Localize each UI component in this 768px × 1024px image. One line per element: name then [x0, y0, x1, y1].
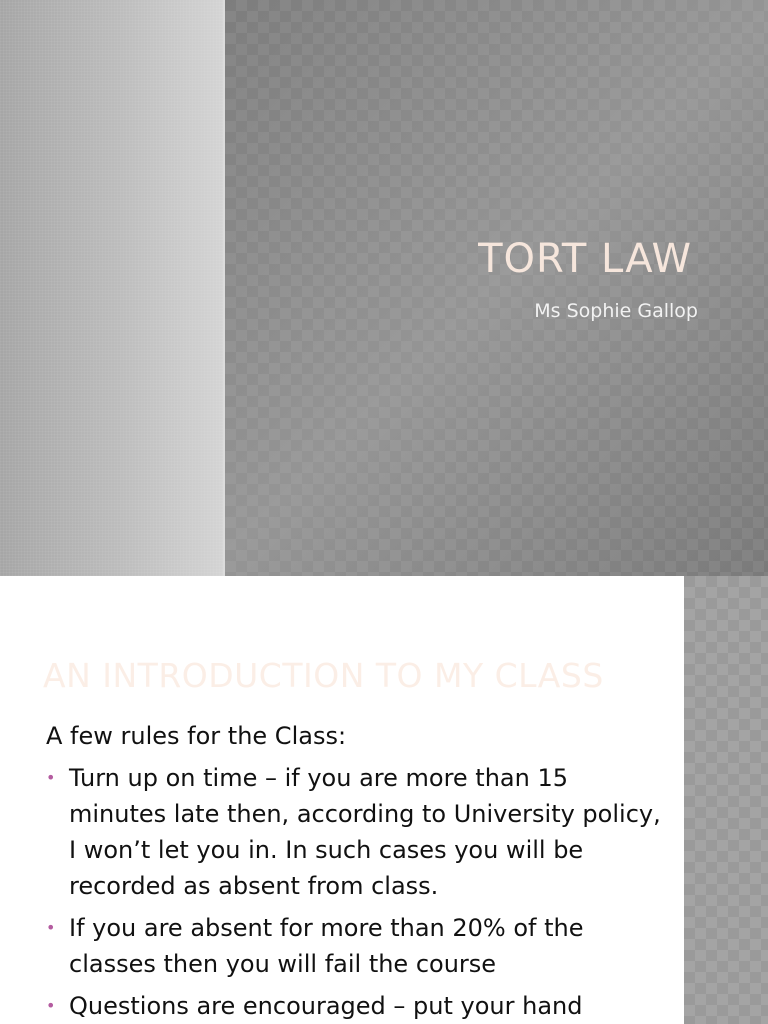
slide-subtitle: Ms Sophie Gallop [534, 300, 698, 322]
bullet-icon: • [46, 918, 56, 937]
bullet-icon: • [46, 768, 56, 787]
right-pattern-panel [225, 0, 768, 576]
slide-title: TORT LAW [478, 236, 692, 282]
list-item-text: Questions are encouraged – put your hand [69, 992, 583, 1020]
bullet-icon: • [46, 996, 56, 1015]
rules-intro: A few rules for the Class: [46, 722, 347, 750]
left-gradient-panel [0, 0, 223, 576]
list-item-text: If you are absent for more than 20% of the classes then you will fail the course [69, 914, 584, 978]
slide-body [46, 718, 666, 1024]
slide-heading: AN INTRODUCTION TO MY CLASS [43, 656, 604, 695]
side-pattern-strip [684, 576, 768, 1024]
list-item [46, 988, 666, 1024]
list-item [46, 760, 666, 904]
list-item [46, 910, 666, 982]
rules-list [46, 760, 666, 1024]
list-item-text: Turn up on time – if you are more than 15 minutes late then, according to University policy, I won’t let you in. In such cases you will be recorded as absent from class. [69, 764, 661, 900]
intro-slide [0, 576, 768, 1024]
